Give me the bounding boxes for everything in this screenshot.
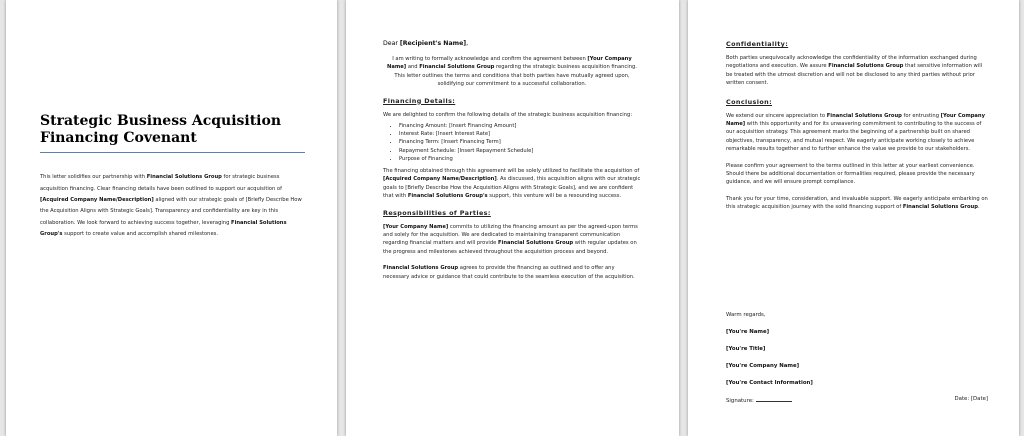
recipient-name: [Recipient's Name] bbox=[399, 40, 467, 47]
sender-company: [You're Company Name] bbox=[726, 363, 800, 369]
conclusion-heading: Conclusion: bbox=[726, 97, 773, 106]
sender-title: [You're Title] bbox=[726, 346, 766, 352]
confidentiality-paragraph: Both parties unequivocally acknowledge the confidentiality of the information exchanged during negotiations and execution. We assure Financial Solutions Group that sensitive information will be treated with the utmost discretion and will not be disclosed to any third parties without prior written consent. bbox=[726, 55, 983, 87]
conclusion-paragraph-3: Thank you for your time, consideration, and invaluable support. We eagerly anticipate embarking on this strategic acquisition journey with the solid financing support of Financial Solutions Group. bbox=[726, 195, 988, 211]
list-item: • Repayment Schedule: [Insert Repayment Schedule] bbox=[399, 147, 641, 155]
financing-details-heading: Financing Details: bbox=[383, 96, 456, 105]
responsibilities-heading: Responsibilities of Parties: bbox=[383, 208, 491, 217]
document-title: Strategic Business Acquisition Financing Covenant bbox=[40, 113, 282, 146]
signature-date-row bbox=[726, 396, 988, 406]
list-item: • Financing Amount: [Insert Financing Amount] bbox=[399, 122, 641, 130]
responsibilities-paragraph-1: [Your Company Name] commits to utilizing the financing amount as per the agreed-upon terms and solely for the acquisition. We are dedicated to maintaining transparent communication regarding financial matters and will provide Financial Solutions Group with regular updates on the progress and milestones achieved throughout the acquisition process and beyond. bbox=[383, 223, 638, 255]
financing-paragraph: The financing obtained through this agreement will be solely utilized to facilitate the acquisition of [Acquired Company Name/Description]. As discussed, this acquisition aligns with our strategic goals to [Briefly Describe How the Acquisition Aligns with Strategic Goals], and we are confident that with Financial Solutions Group's support, this venture will be a resounding success. bbox=[383, 168, 641, 200]
opening-paragraph: I am writing to formally acknowledge and confirm the agreement between [Your Company Name] and Financial Solutions Group regarding the strategic business acquisition financing. This letter outlines the terms and conditions that both parties have mutually agreed upon, solidifying our commitment to a successful collaboration. bbox=[387, 56, 637, 88]
document-page-3 bbox=[688, 0, 1019, 436]
intro-paragraph: This letter solidifies our partnership with Financial Solutions Group for strategic business acquisition financing. Clear financing details have been outlined to support our acquisition of [Acquired Company Name/Description] aligned with our strategic goals of [Briefly Describe How the Acquisition Aligns with Strategic Goals]. Transparency and confidentiality are key in this collaboration. We look forward to achieving success together, leveraging Financial Solutions Group's support to create value and accomplish shared milestones. bbox=[40, 174, 302, 238]
conclusion-paragraph-1: We extend our sincere appreciation to Financial Solutions Group for entrusting [Your Company Name] with this opportunity and for its unwavering commitment to contributing to the success of our acquisition strategy. This agreement marks the beginning of a partnership built on shared objectives, transparency, and mutual respect. We eagerly anticipate working closely to achieve remarkable results together and to further enhance the value we provide to our stakeholders. bbox=[726, 112, 986, 153]
document-page-2 bbox=[346, 0, 679, 436]
list-item: • Financing Term: [Insert Financing Term] bbox=[399, 138, 641, 146]
salutation: Dear [Recipient's Name], bbox=[383, 40, 469, 47]
list-item: • Purpose of Financing bbox=[399, 155, 641, 163]
confidentiality-heading: Confidentiality: bbox=[726, 40, 789, 48]
financing-lead: We are delighted to confirm the following details of the strategic business acquisition financing: bbox=[383, 111, 633, 118]
sender-contact: [You're Contact Information] bbox=[726, 380, 813, 386]
financing-list bbox=[383, 122, 641, 163]
document-page-1 bbox=[6, 0, 337, 436]
signature-field: Signature: bbox=[726, 396, 792, 404]
conclusion-paragraph-2: Please confirm your agreement to the terms outlined in this letter at your earliest convenience. Should there be additional documentation or formalities required, please provide the necessary guidance, and we will ensure prompt compliance. bbox=[726, 162, 975, 186]
signature-block bbox=[726, 311, 988, 406]
date-field: Date: [Date] bbox=[954, 396, 988, 402]
list-item: • Interest Rate: [Insert Interest Rate] bbox=[399, 130, 641, 138]
sender-name: [You're Name] bbox=[726, 329, 770, 335]
responsibilities-paragraph-2: Financial Solutions Group agrees to provide the financing as outlined and to offer any necessary advice or guidance that could contribute to the seamless execution of the acquisition. bbox=[383, 265, 635, 280]
closing-salutation: Warm regards, bbox=[726, 312, 766, 318]
signature-line bbox=[756, 396, 792, 402]
title-divider bbox=[40, 152, 305, 153]
